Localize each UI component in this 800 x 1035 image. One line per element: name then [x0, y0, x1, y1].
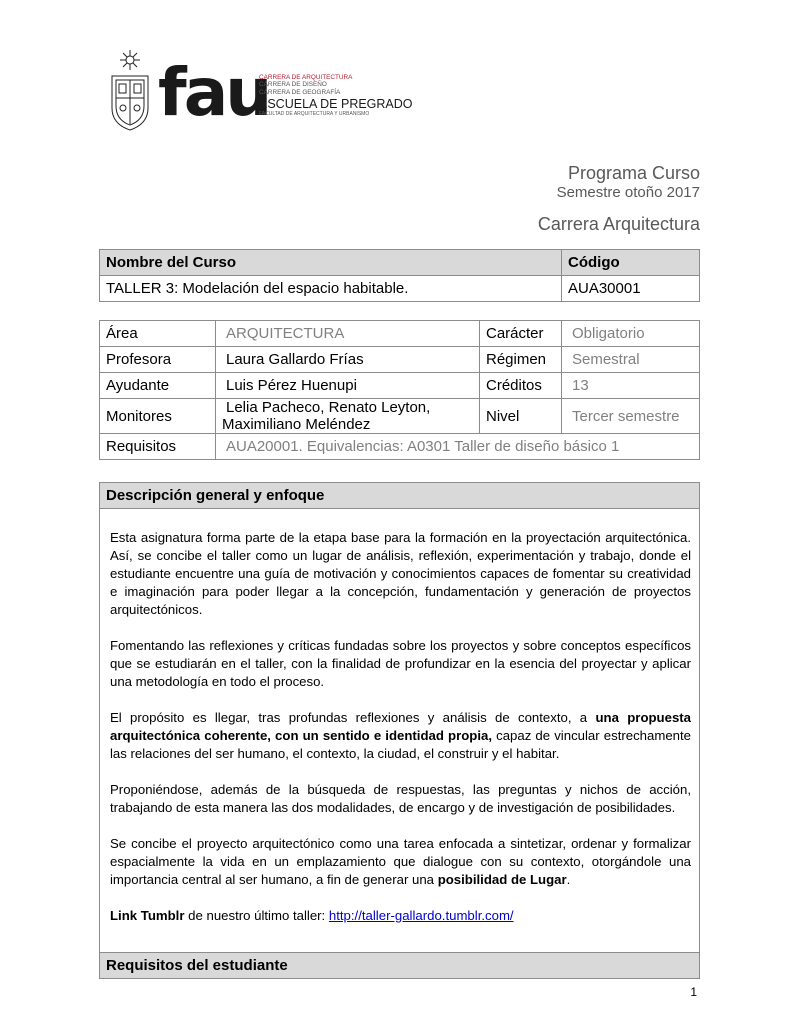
- description-paragraph-1: Esta asignatura forma parte de la etapa base para la formación en la proyectación arquitectónica. Así, se concibe el taller como un lugar de análisis, reflexión, experimentación y trabajo, donde el estudiante encuentre una guía de motivación y conocimientos capaces de fomentar su creatividad e imaginación para poder llegar a la concepción, fundamentación y generación de proyectos arquitectónicos.: [110, 530, 691, 617]
- description-header: Descripción general y enfoque: [100, 483, 700, 509]
- p5-text-a: Se concibe el proyecto arquitectónico como una tarea enfocada a sintetizar, ordenar y formalizar espacialmente la vida en un emplazamiento que dialogue con su contexto, otorgándole una importancia central al ser humano, a fin de generar una: [110, 836, 691, 887]
- requisitos-label: Requisitos: [100, 434, 216, 460]
- description-paragraph-3: [110, 709, 691, 763]
- p3-text-a: El propósito es llegar, tras profundas reflexiones y análisis de contexto, a: [110, 710, 596, 725]
- program-semester: Semestre otoño 2017: [556, 184, 700, 201]
- course-code-header: Código: [562, 250, 700, 276]
- description-paragraph-5: [110, 835, 691, 889]
- regimen-label: Régimen: [480, 347, 562, 373]
- ayudante-value: Luis Pérez Huenupi: [216, 373, 480, 399]
- monitores-value: [216, 399, 480, 434]
- nivel-value: Tercer semestre: [562, 399, 700, 434]
- creditos-value: 13: [562, 373, 700, 399]
- course-info-table: [99, 320, 700, 460]
- program-career: Carrera Arquitectura: [537, 214, 700, 234]
- table-row: [100, 399, 700, 434]
- program-title: Programa Curso: [567, 163, 700, 183]
- monitores-line-2: Maximiliano Meléndez: [222, 416, 371, 433]
- description-paragraph-2: Fomentando las reflexiones y críticas fundadas sobre los proyectos y sobre conceptos específicos que se estudiarán en el taller, con la finalidad de profundizar en la esencia del proyectar y aplicar una metodología en todo el proceso.: [110, 638, 691, 689]
- logo-text-block: [259, 74, 413, 118]
- profesora-label: Profesora: [100, 347, 216, 373]
- p5-text-b: .: [566, 872, 571, 887]
- monitores-label: Monitores: [100, 399, 216, 434]
- p3-text-b: capaz de vincular estrechamente las relaciones del ser humano, el contexto, la ciudad, el construir y el habitar.: [110, 728, 691, 761]
- creditos-label: Créditos: [480, 373, 562, 399]
- p3-bold: una propuesta arquitectónica coherente, con un sentido e identidad propia,: [110, 710, 692, 743]
- description-table: [99, 482, 700, 979]
- table-row: [100, 373, 700, 399]
- caracter-value: Obligatorio: [562, 321, 700, 347]
- course-name-header: Nombre del Curso: [100, 250, 562, 276]
- p5-bold: posibilidad de Lugar: [437, 872, 567, 887]
- description-body: [100, 509, 700, 953]
- regimen-value: Semestral: [562, 347, 700, 373]
- logo-career-1: CARRERA DE ARQUITECTURA: [259, 74, 353, 81]
- monitores-line-1: Lelia Pacheco, Renato Leyton,: [226, 399, 431, 416]
- profesora-value: Laura Gallardo Frías: [216, 347, 480, 373]
- description-link-paragraph: [110, 907, 691, 925]
- university-seal-icon: [108, 48, 152, 132]
- logo-faculty: FACULTAD DE ARQUITECTURA Y URBANISMO: [259, 111, 370, 118]
- logo-career-3: CARRERA DE GEOGRAFÍA: [259, 88, 341, 96]
- link-label: Link Tumblr: [110, 908, 185, 923]
- link-text: de nuestro último taller:: [184, 908, 329, 923]
- page-number: 1: [690, 985, 697, 999]
- description-paragraph-4: Proponiéndose, además de la búsqueda de respuestas, las preguntas y nichos de acción, trabajando de esta manera las dos modalidades, de encargo y de investigación de posibilidades.: [110, 782, 691, 815]
- logo-career-2: CARRERA DE DISEÑO: [259, 81, 327, 89]
- course-name: TALLER 3: Modelación del espacio habitable.: [100, 276, 562, 302]
- table-row: [100, 347, 700, 373]
- logo-school: ESCUELA DE PREGRADO: [259, 97, 413, 112]
- fau-wordmark: fau: [158, 54, 270, 131]
- table-row: [100, 434, 700, 460]
- requirements-header: Requisitos del estudiante: [100, 953, 700, 979]
- table-row: [100, 321, 700, 347]
- course-table: [99, 249, 700, 302]
- ayudante-label: Ayudante: [100, 373, 216, 399]
- area-value: ARQUITECTURA: [216, 321, 480, 347]
- requisitos-value: AUA20001. Equivalencias: A0301 Taller de diseño básico 1: [216, 434, 700, 460]
- nivel-label: Nivel: [480, 399, 562, 434]
- program-header: [538, 162, 700, 235]
- caracter-label: Carácter: [480, 321, 562, 347]
- area-label: Área: [100, 321, 216, 347]
- course-code: AUA30001: [562, 276, 700, 302]
- tumblr-link[interactable]: http://taller-gallardo.tumblr.com/: [328, 908, 514, 923]
